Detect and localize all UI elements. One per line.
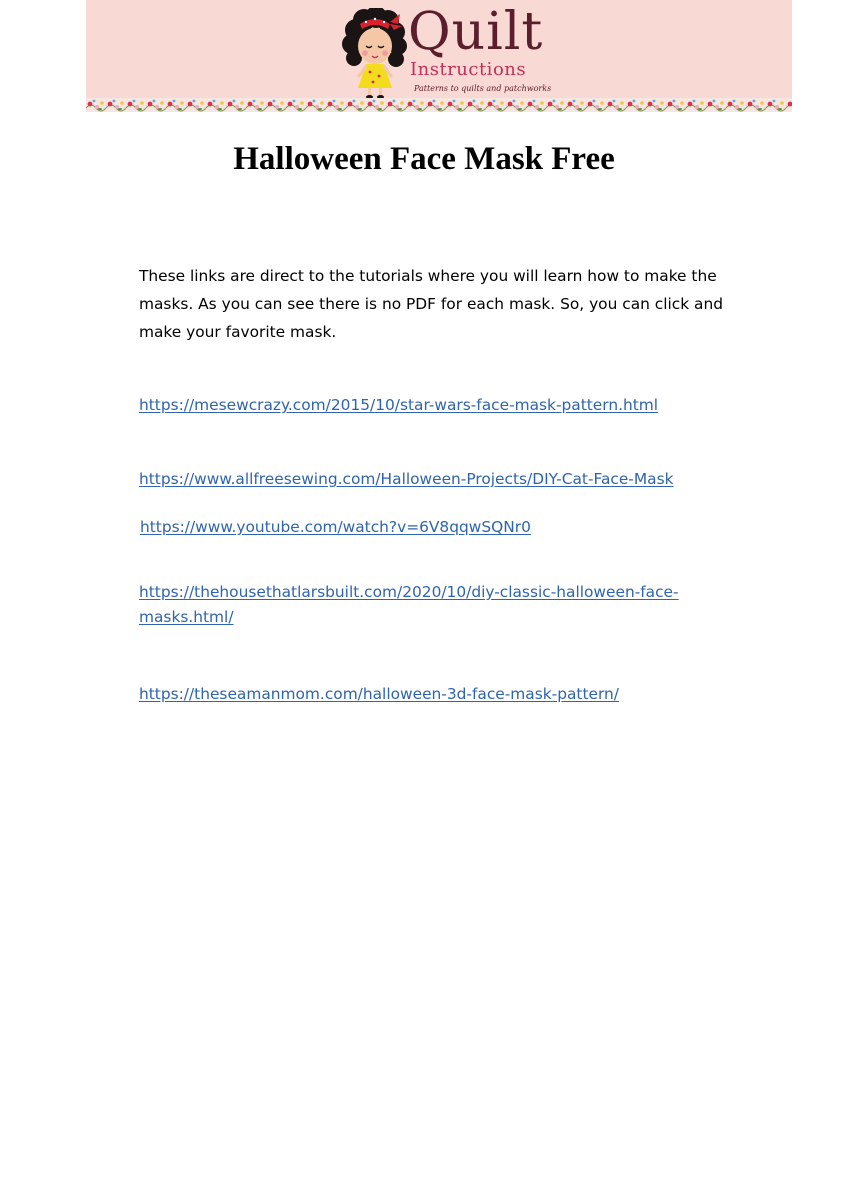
header-banner (86, 0, 792, 112)
logo-subtitle: Instructions (410, 59, 527, 80)
logo-title: Quilt (408, 2, 544, 62)
intro-paragraph: These links are direct to the tutorials where you will learn how to make the masks. As you can see there is no PDF for each mask. So, you can click and make your favorite mask. (139, 267, 724, 341)
floral-border-icon (86, 98, 792, 112)
girl-mascot-icon (342, 8, 408, 100)
link-star-wars-mask[interactable]: https://mesewcrazy.com/2015/10/star-wars-face-mask-pattern.html (139, 396, 659, 414)
link-cat-face-mask[interactable]: https://www.allfreesewing.com/Halloween-Projects/DIY-Cat-Face-Mask (139, 470, 674, 488)
link-3d-face-mask-pattern[interactable]: https://theseamanmom.com/halloween-3d-face-mask-pattern/ (139, 685, 619, 703)
page-title: Halloween Face Mask Free (233, 141, 615, 177)
logo-tagline: Patterns to quilts and patchworks (414, 84, 552, 93)
link-youtube-video[interactable]: https://www.youtube.com/watch?v=6V8qqwSQNr0 (140, 518, 531, 536)
link-classic-halloween-masks[interactable]: https://thehousethatlarsbuilt.com/2020/10/diy-classic-halloween-face-masks.html/ (139, 583, 679, 626)
